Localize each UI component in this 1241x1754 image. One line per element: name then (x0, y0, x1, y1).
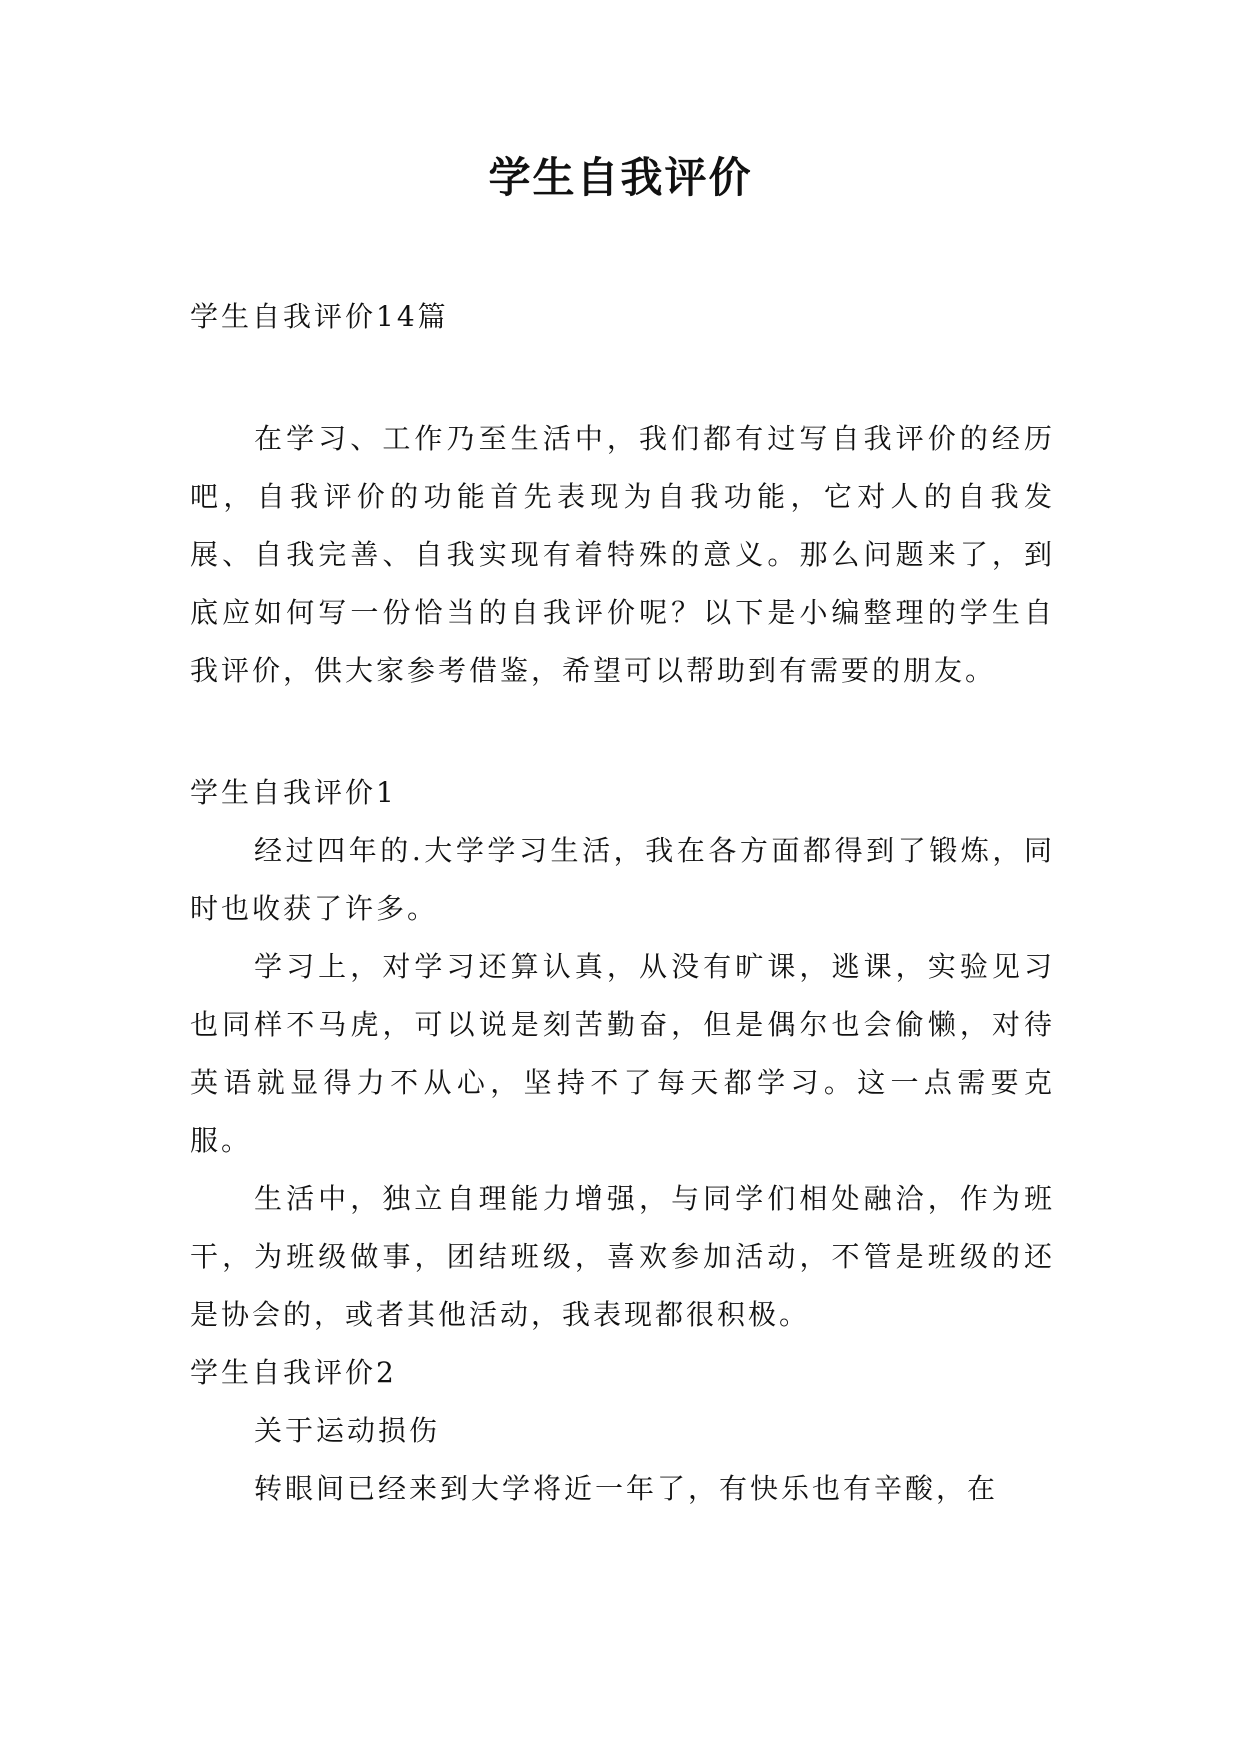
section-1-paragraph-2: 学习上，对学习还算认真，从没有旷课，逃课，实验见习也同样不马虎，可以说是刻苦勤奋，但是偶尔也会偷懒，对待英语就显得力不从心，坚持不了每天都学习。这一点需要克服。 (190, 950, 1055, 1157)
intro-paragraph: 在学习、工作乃至生活中，我们都有过写自我评价的经历吧，自我评价的功能首先表现为自我功能，它对人的自我发展、自我完善、自我实现有着特殊的意义。那么问题来了，到底应如何写一份恰当的自我评价呢？以下是小编整理的学生自我评价，供大家参考借鉴，希望可以帮助到有需要的朋友。 (190, 422, 1055, 687)
section-1-heading: 学生自我评价1 (190, 776, 397, 809)
section-2-paragraph-1: 关于运动损伤 (254, 1414, 441, 1447)
section-1-paragraph-1: 经过四年的.大学学习生活，我在各方面都得到了锻炼，同时也收获了许多。 (190, 834, 1055, 925)
document-title: 学生自我评价 (488, 153, 753, 202)
document-subtitle: 学生自我评价14篇 (190, 300, 449, 333)
section-2-heading: 学生自我评价2 (190, 1356, 397, 1389)
document-body (190, 288, 1055, 1518)
section-1-paragraph-3: 生活中，独立自理能力增强，与同学们相处融洽，作为班干，为班级做事，团结班级，喜欢参加活动，不管是班级的还是协会的，或者其他活动，我表现都很积极。 (190, 1182, 1055, 1331)
section-2-paragraph-2: 转眼间已经来到大学将近一年了，有快乐也有辛酸，在 (254, 1472, 999, 1505)
